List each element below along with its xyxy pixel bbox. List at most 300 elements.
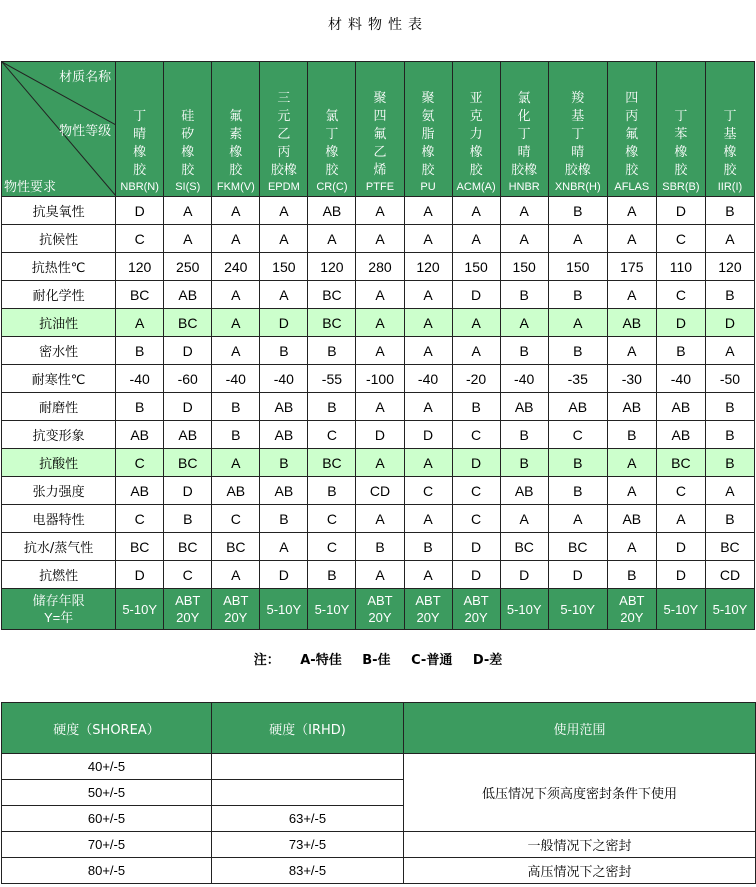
- material-name-char: 烯: [373, 163, 387, 178]
- material-name-char: 氟: [229, 109, 243, 124]
- grade-cell: A: [260, 281, 308, 309]
- grade-cell: BC: [308, 309, 356, 337]
- grade-cell: -40: [656, 365, 705, 393]
- grade-cell: AB: [116, 477, 164, 505]
- property-row: [2, 505, 755, 533]
- property-row: [2, 337, 755, 365]
- storage-life-value: 20Y: [368, 610, 392, 625]
- grade-cell: -40: [212, 365, 260, 393]
- grade-cell: A: [404, 393, 452, 421]
- grade-cell: B: [500, 281, 548, 309]
- grade-cell: D: [116, 197, 164, 225]
- grade-cell: 280: [356, 253, 404, 281]
- grade-cell: D: [260, 561, 308, 589]
- grade-cell: AB: [500, 477, 548, 505]
- grade-cell: A: [452, 197, 500, 225]
- header-row: [2, 62, 755, 197]
- grade-cell: A: [212, 561, 260, 589]
- grade-cell: 175: [607, 253, 656, 281]
- grade-cell: A: [356, 393, 404, 421]
- storage-life-value: 20Y: [464, 610, 488, 625]
- grade-cell: 110: [656, 253, 705, 281]
- grade-cell: -35: [548, 365, 607, 393]
- material-name-char: 脂: [421, 127, 435, 142]
- irhd-cell: 63+/-5: [212, 806, 404, 832]
- grade-cell: BC: [164, 449, 212, 477]
- grade-cell: D: [452, 281, 500, 309]
- grade-cell: AB: [656, 393, 705, 421]
- grade-cell: A: [500, 505, 548, 533]
- shore-cell: 60+/-5: [2, 806, 212, 832]
- header-usage-range: 使用范围: [404, 703, 756, 754]
- grade-cell: A: [548, 505, 607, 533]
- material-code: FKM(V): [216, 181, 255, 193]
- storage-life-cell: [260, 589, 308, 630]
- grade-cell: C: [656, 225, 705, 253]
- material-name-char: 胶: [133, 163, 147, 178]
- material-name-char: 元: [277, 109, 291, 124]
- grade-cell: -55: [308, 365, 356, 393]
- material-name-char: 胶橡: [564, 163, 591, 178]
- grade-cell: C: [116, 449, 164, 477]
- grade-cell: A: [260, 225, 308, 253]
- property-label: 密水性: [2, 337, 116, 365]
- grade-cell: -20: [452, 365, 500, 393]
- grade-cell: C: [116, 225, 164, 253]
- material-name-char: 矽: [181, 127, 195, 142]
- property-row: [2, 253, 755, 281]
- grade-cell: C: [404, 477, 452, 505]
- material-code: EPDM: [267, 181, 300, 193]
- grade-cell: B: [260, 449, 308, 477]
- grade-cell: A: [404, 449, 452, 477]
- grade-cell: B: [548, 477, 607, 505]
- grade-cell: B: [212, 421, 260, 449]
- grade-cell: AB: [260, 421, 308, 449]
- material-header-sbrb: [656, 62, 705, 197]
- material-name-char: 乙: [373, 145, 387, 160]
- grade-cell: A: [212, 309, 260, 337]
- material-code: AFLAS: [614, 181, 650, 193]
- grade-cell: B: [705, 281, 754, 309]
- material-name-char: 基: [723, 127, 737, 142]
- irhd-cell: [212, 780, 404, 806]
- material-name-char: 基: [571, 109, 585, 124]
- grade-cell: A: [212, 337, 260, 365]
- grade-cell: C: [452, 505, 500, 533]
- grade-cell: BC: [164, 309, 212, 337]
- grade-cell: A: [356, 505, 404, 533]
- property-row: [2, 477, 755, 505]
- grade-cell: B: [116, 337, 164, 365]
- property-row: [2, 449, 755, 477]
- grade-cell: BC: [548, 533, 607, 561]
- property-label: 抗臭氧性: [2, 197, 116, 225]
- grade-cell: 150: [500, 253, 548, 281]
- grade-cell: D: [656, 533, 705, 561]
- grade-cell: -40: [404, 365, 452, 393]
- property-row: [2, 197, 755, 225]
- material-header-nbrn: [116, 62, 164, 197]
- grade-cell: D: [500, 561, 548, 589]
- grade-cell: B: [656, 337, 705, 365]
- material-header-crc: [308, 62, 356, 197]
- grade-cell: B: [452, 393, 500, 421]
- material-name-char: 氯: [517, 91, 531, 106]
- grade-cell: A: [607, 225, 656, 253]
- material-name-char: 素: [229, 127, 243, 142]
- grade-cell: D: [404, 421, 452, 449]
- grade-cell: A: [548, 309, 607, 337]
- storage-life-cell: [404, 589, 452, 630]
- grade-cell: C: [212, 505, 260, 533]
- grade-cell: -60: [164, 365, 212, 393]
- grade-cell: A: [404, 505, 452, 533]
- material-name-char: 晴: [571, 145, 585, 160]
- material-name-char: 胶: [229, 163, 243, 178]
- irhd-cell: [212, 754, 404, 780]
- material-header-aflas: [607, 62, 656, 197]
- material-name-char: 晴: [133, 127, 147, 142]
- grade-cell: A: [260, 197, 308, 225]
- grade-cell: B: [500, 337, 548, 365]
- grade-cell: AB: [260, 477, 308, 505]
- grade-cell: D: [164, 477, 212, 505]
- material-code: HNBR: [508, 181, 540, 193]
- grade-cell: AB: [164, 421, 212, 449]
- hardness-table: [1, 702, 756, 884]
- corner-label-requirement: 物性要求: [4, 180, 57, 195]
- grade-cell: 150: [548, 253, 607, 281]
- grade-cell: 240: [212, 253, 260, 281]
- grade-cell: B: [548, 449, 607, 477]
- grade-cell: C: [452, 477, 500, 505]
- header-shore-hardness: 硬度（SHOREA）: [2, 703, 212, 754]
- material-name-char: 亚: [469, 91, 483, 106]
- grade-cell: C: [116, 505, 164, 533]
- note-prefix: 注：: [253, 653, 280, 668]
- storage-life-value: ABT: [415, 593, 441, 608]
- grade-cell: B: [404, 533, 452, 561]
- grade-cell: -30: [607, 365, 656, 393]
- grade-cell: D: [452, 449, 500, 477]
- grade-cell: B: [548, 337, 607, 365]
- storage-life-value: 20Y: [176, 610, 200, 625]
- grade-cell: A: [212, 281, 260, 309]
- grade-cell: D: [452, 561, 500, 589]
- storage-life-cell: [705, 589, 754, 630]
- material-header-iiri: [705, 62, 754, 197]
- property-row: [2, 421, 755, 449]
- header-irhd-hardness: 硬度（IRHD): [212, 703, 404, 754]
- grade-cell: A: [607, 281, 656, 309]
- property-row: [2, 365, 755, 393]
- storage-life-value: ABT: [175, 593, 201, 608]
- storage-life-value: ABT: [619, 593, 645, 608]
- grade-cell: A: [705, 337, 754, 365]
- grade-cell: 150: [260, 253, 308, 281]
- storage-life-cell: [656, 589, 705, 630]
- material-properties-table: [1, 61, 755, 630]
- grade-cell: B: [705, 197, 754, 225]
- material-name-char: 力: [469, 127, 483, 142]
- grade-cell: B: [308, 477, 356, 505]
- storage-life-cell: [548, 589, 607, 630]
- material-name-char: 橡: [133, 145, 147, 160]
- material-code: SI(S): [175, 181, 201, 193]
- material-header-acma: [452, 62, 500, 197]
- storage-life-cell: [164, 589, 212, 630]
- material-name-char: 丁: [674, 109, 688, 124]
- grade-cell: BC: [212, 533, 260, 561]
- material-code: XNBR(H): [554, 181, 601, 193]
- material-header-pu: [404, 62, 452, 197]
- storage-life-value: 5-10Y: [266, 601, 302, 617]
- grade-cell: A: [404, 225, 452, 253]
- property-label: 抗候性: [2, 225, 116, 253]
- grade-cell: A: [404, 337, 452, 365]
- material-name-char: 氨: [421, 109, 435, 124]
- corner-label-grade: 物性等级: [59, 124, 112, 139]
- grade-cell: A: [607, 197, 656, 225]
- property-row: [2, 533, 755, 561]
- grade-cell: A: [452, 309, 500, 337]
- grade-cell: B: [705, 449, 754, 477]
- material-name-char: 化: [517, 109, 531, 124]
- grade-cell: 120: [116, 253, 164, 281]
- storage-life-cell: [500, 589, 548, 630]
- grade-cell: B: [500, 449, 548, 477]
- property-label: 抗变形象: [2, 421, 116, 449]
- storage-life-value: 5-10Y: [122, 601, 158, 617]
- material-header-xnbrh: [548, 62, 607, 197]
- storage-life-value: 5-10Y: [712, 601, 748, 617]
- storage-life-value: 5-10Y: [506, 601, 542, 617]
- material-name-char: 橡: [469, 145, 483, 160]
- grade-cell: AB: [500, 393, 548, 421]
- grade-cell: C: [656, 281, 705, 309]
- material-code: IIR(I): [717, 181, 743, 193]
- grade-cell: B: [308, 337, 356, 365]
- storage-life-cell: [308, 589, 356, 630]
- grade-cell: D: [452, 533, 500, 561]
- grade-cell: A: [500, 309, 548, 337]
- material-name-char: 晴: [517, 145, 531, 160]
- storage-life-value: ABT: [367, 593, 393, 608]
- grade-cell: B: [308, 561, 356, 589]
- grade-cell: B: [260, 505, 308, 533]
- property-row: [2, 225, 755, 253]
- grade-cell: D: [356, 421, 404, 449]
- grade-cell: B: [212, 393, 260, 421]
- grade-cell: B: [308, 393, 356, 421]
- material-header-fkmv: [212, 62, 260, 197]
- storage-life-value: 20Y: [224, 610, 248, 625]
- material-name-char: 胶: [469, 163, 483, 178]
- shore-cell: 40+/-5: [2, 754, 212, 780]
- grade-cell: B: [356, 533, 404, 561]
- grade-cell: A: [607, 337, 656, 365]
- grade-cell: A: [548, 225, 607, 253]
- grade-cell: AB: [308, 197, 356, 225]
- grade-cell: A: [164, 225, 212, 253]
- grade-cell: A: [356, 337, 404, 365]
- material-name-char: 橡: [229, 145, 243, 160]
- grade-cell: A: [260, 533, 308, 561]
- storage-life-label: [2, 589, 116, 630]
- storage-life-value: ABT: [223, 593, 249, 608]
- material-header-sis: [164, 62, 212, 197]
- material-name-char: 橡: [723, 145, 737, 160]
- storage-life-label-line: 储存年限: [32, 593, 85, 608]
- grade-cell: CD: [705, 561, 754, 589]
- material-code: PTFE: [365, 181, 395, 193]
- grade-cell: A: [212, 197, 260, 225]
- material-name-char: 丁: [133, 109, 147, 124]
- material-name-char: 聚: [421, 91, 435, 106]
- grade-cell: BC: [116, 281, 164, 309]
- usage-cell: 低压情况下须高度密封条件下使用: [404, 754, 756, 832]
- grade-cell: A: [356, 561, 404, 589]
- grade-cell: D: [656, 197, 705, 225]
- grade-cell: A: [356, 449, 404, 477]
- material-code: SBR(B): [662, 181, 700, 193]
- shore-cell: 70+/-5: [2, 832, 212, 858]
- grade-cell: B: [705, 505, 754, 533]
- grade-cell: -40: [260, 365, 308, 393]
- grade-cell: AB: [548, 393, 607, 421]
- material-name-char: 橡: [325, 145, 339, 160]
- storage-life-value: 20Y: [416, 610, 440, 625]
- storage-life-value: 5-10Y: [560, 601, 596, 617]
- material-name-char: 苯: [674, 127, 688, 142]
- grade-cell: C: [308, 421, 356, 449]
- material-name-char: 胶: [325, 163, 339, 178]
- grade-cell: B: [500, 421, 548, 449]
- property-label: 抗热性℃: [2, 253, 116, 281]
- grade-cell: 120: [308, 253, 356, 281]
- material-name-char: 橡: [625, 145, 639, 160]
- grade-cell: A: [705, 477, 754, 505]
- storage-life-cell: [356, 589, 404, 630]
- grade-cell: A: [452, 225, 500, 253]
- grade-cell: BC: [164, 533, 212, 561]
- property-row: [2, 309, 755, 337]
- grade-cell: A: [607, 449, 656, 477]
- material-code: NBR(N): [120, 181, 159, 193]
- material-name-char: 丁: [517, 127, 531, 142]
- shore-cell: 80+/-5: [2, 858, 212, 884]
- property-row: [2, 561, 755, 589]
- grade-cell: A: [705, 225, 754, 253]
- property-label: 张力强度: [2, 477, 116, 505]
- grade-cell: A: [404, 309, 452, 337]
- grade-cell: A: [404, 281, 452, 309]
- usage-cell: 一般情况下之密封: [404, 832, 756, 858]
- storage-life-value: 5-10Y: [314, 601, 350, 617]
- grade-cell: 250: [164, 253, 212, 281]
- grade-cell: A: [500, 197, 548, 225]
- grade-cell: A: [656, 505, 705, 533]
- corner-label-material: 材质名称: [59, 70, 112, 85]
- material-name-char: 乙: [277, 127, 291, 142]
- material-name-char: 克: [469, 109, 483, 124]
- property-label: 抗水/蒸气性: [2, 533, 116, 561]
- material-name-char: 氟: [625, 127, 639, 142]
- grade-cell: -40: [116, 365, 164, 393]
- grade-cell: C: [452, 421, 500, 449]
- grade-legend-note: [0, 649, 756, 668]
- grade-cell: B: [705, 421, 754, 449]
- grade-cell: C: [548, 421, 607, 449]
- material-name-char: 四: [625, 91, 639, 106]
- usage-cell: 高压情况下之密封: [404, 858, 756, 884]
- material-header-epdm: [260, 62, 308, 197]
- grade-cell: C: [164, 561, 212, 589]
- grade-cell: AB: [607, 393, 656, 421]
- grade-cell: AB: [607, 505, 656, 533]
- grade-cell: A: [164, 197, 212, 225]
- grade-cell: A: [356, 309, 404, 337]
- grade-cell: BC: [500, 533, 548, 561]
- grade-cell: B: [607, 421, 656, 449]
- grade-cell: BC: [308, 281, 356, 309]
- grade-cell: A: [356, 281, 404, 309]
- grade-cell: D: [116, 561, 164, 589]
- shore-cell: 50+/-5: [2, 780, 212, 806]
- note-item: C-普通: [411, 653, 453, 668]
- material-name-char: 橡: [674, 145, 688, 160]
- material-code: PU: [420, 181, 436, 193]
- material-name-char: 四: [373, 109, 387, 124]
- storage-life-value: 5-10Y: [663, 601, 699, 617]
- storage-life-cell: [607, 589, 656, 630]
- grade-cell: BC: [656, 449, 705, 477]
- material-name-char: 三: [277, 91, 291, 106]
- property-label: 耐磨性: [2, 393, 116, 421]
- material-name-char: 胶: [625, 163, 639, 178]
- material-name-char: 胶: [181, 163, 195, 178]
- material-name-char: 丁: [723, 109, 737, 124]
- material-name-char: 丙: [277, 145, 291, 160]
- grade-cell: A: [404, 561, 452, 589]
- grade-cell: A: [607, 477, 656, 505]
- material-name-char: 羧: [571, 91, 585, 106]
- grade-cell: B: [116, 393, 164, 421]
- property-label: 抗燃性: [2, 561, 116, 589]
- grade-cell: BC: [308, 449, 356, 477]
- grade-cell: 150: [452, 253, 500, 281]
- grade-cell: AB: [116, 421, 164, 449]
- note-item: A-特佳: [300, 653, 342, 668]
- grade-cell: C: [308, 533, 356, 561]
- grade-cell: A: [404, 197, 452, 225]
- property-label: 抗酸性: [2, 449, 116, 477]
- grade-cell: A: [308, 225, 356, 253]
- note-item: B-佳: [362, 653, 391, 668]
- grade-cell: D: [164, 393, 212, 421]
- material-name-char: 胶: [723, 163, 737, 178]
- grade-cell: B: [164, 505, 212, 533]
- grade-cell: -40: [500, 365, 548, 393]
- grade-cell: A: [452, 337, 500, 365]
- grade-cell: AB: [656, 421, 705, 449]
- property-label: 耐寒性℃: [2, 365, 116, 393]
- grade-cell: D: [548, 561, 607, 589]
- irhd-cell: 83+/-5: [212, 858, 404, 884]
- material-name-char: 胶: [674, 163, 688, 178]
- grade-cell: AB: [164, 281, 212, 309]
